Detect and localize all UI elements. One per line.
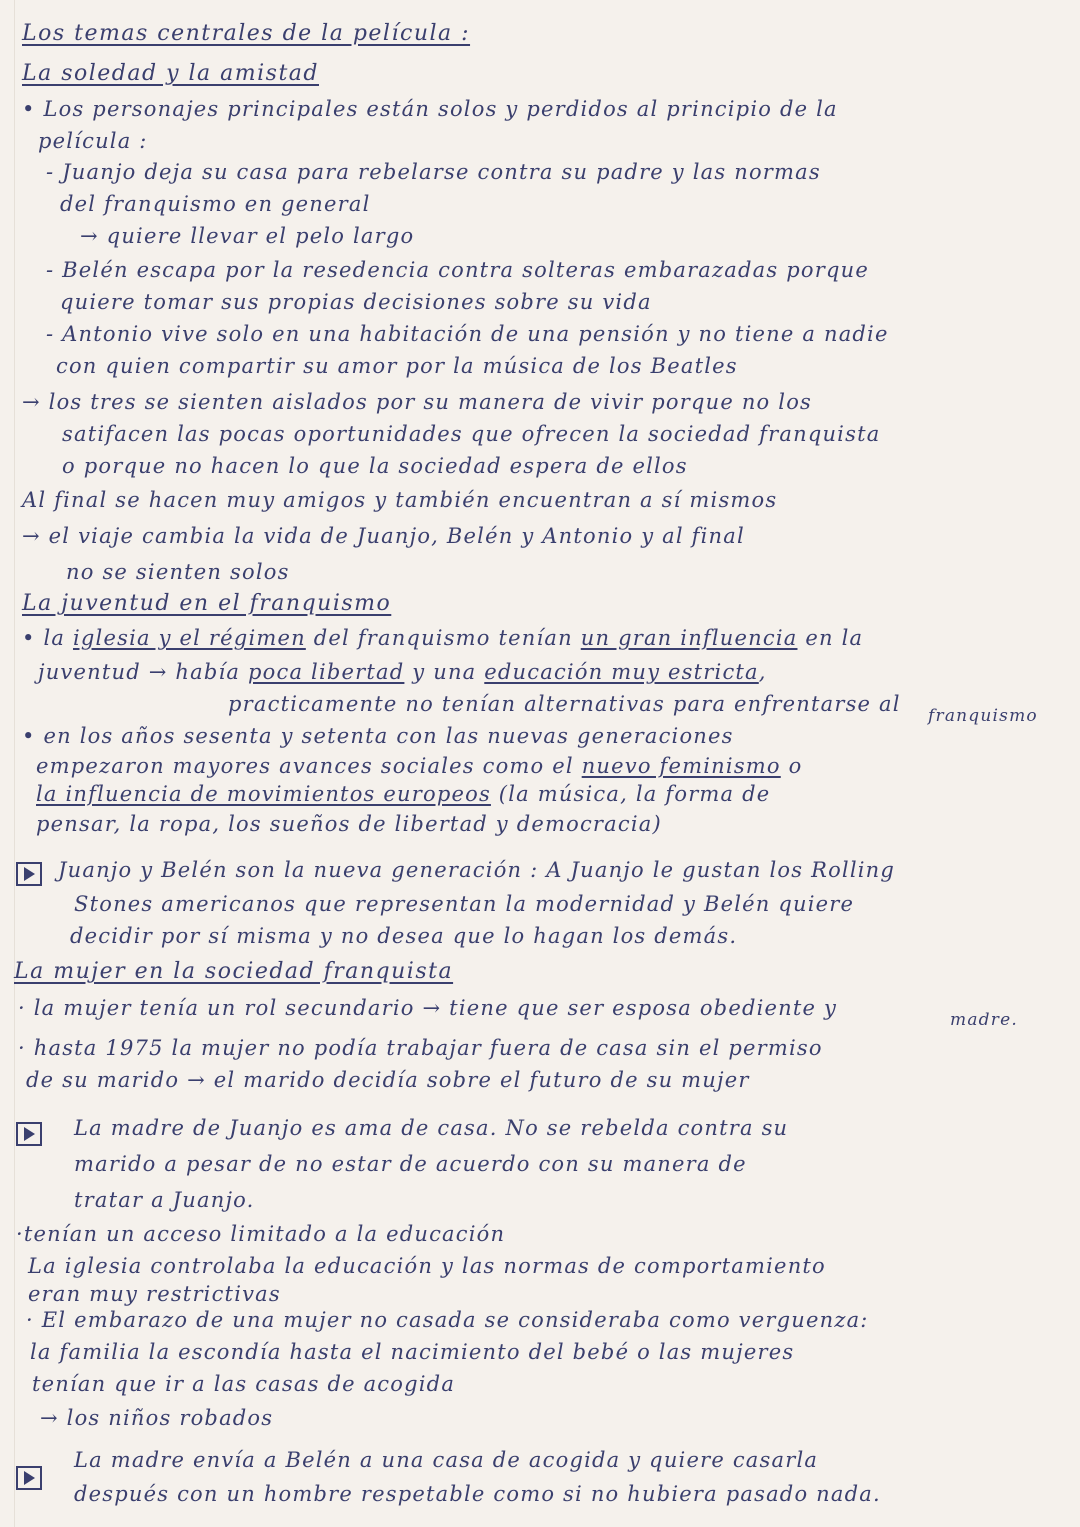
text-line: - Belén escapa por la resedencia contra solteras embarazadas porque (46, 258, 869, 282)
underlined-text: la influencia de movimientos europeos (36, 782, 491, 806)
text-line: tratar a Juanjo. (74, 1188, 255, 1212)
underlined-text: nuevo feminismo (581, 754, 781, 778)
text-fragment: empezaron mayores avances sociales como el (36, 754, 582, 778)
play-box-icon (16, 1122, 42, 1146)
text-line: • Los personajes principales están solos y perdidos al principio de la (22, 97, 838, 121)
text-line: pensar, la ropa, los sueños de libertad y democracia) (36, 812, 662, 836)
play-box-icon (16, 862, 42, 886)
text-fragment: , (758, 660, 767, 684)
underlined-text: iglesia y el régimen (72, 626, 306, 650)
text-line: · El embarazo de una mujer no casada se consideraba como verguenza: (26, 1308, 869, 1332)
text-line: película : (38, 129, 148, 153)
text-line: practicamente no tenían alternativas para enfrentarse al (228, 692, 901, 716)
text-line: eran muy restrictivas (28, 1282, 281, 1306)
text-line: no se sienten solos (66, 560, 290, 584)
text-line: o porque no hacen lo que la sociedad espera de ellos (62, 454, 688, 478)
text-line: La madre de Juanjo es ama de casa. No se rebelda contra su (74, 1116, 789, 1140)
text-line: - Antonio vive solo en una habitación de una pensión y no tiene a nadie (46, 322, 889, 346)
section-heading-soledad: La soledad y la amistad (22, 61, 319, 86)
text-line (36, 752, 802, 780)
text-line: · la mujer tenía un rol secundario → tiene que ser esposa obediente y (18, 996, 838, 1020)
text-fragment: del franquismo tenían (305, 626, 581, 650)
text-line: con quien compartir su amor por la música de los Beatles (56, 354, 738, 378)
text-line: satifacen las pocas oportunidades que ofrecen la sociedad franquista (62, 422, 881, 446)
text-line: · hasta 1975 la mujer no podía trabajar fuera de casa sin el permiso (18, 1036, 823, 1060)
text-line: - Juanjo deja su casa para rebelarse contra su padre y las normas (46, 160, 821, 184)
text-line: → quiere llevar el pelo largo (80, 224, 415, 248)
text-line: del franquismo en general (60, 192, 371, 216)
text-line: de su marido → el marido decidía sobre el futuro de su mujer (26, 1068, 750, 1092)
text-line: → el viaje cambia la vida de Juanjo, Belén y Antonio y al final (22, 524, 745, 548)
margin-line (14, 0, 15, 1527)
text-line: decidir por sí misma y no desea que lo hagan los demás. (70, 924, 738, 948)
text-line: tenían que ir a las casas de acogida (32, 1372, 456, 1396)
text-line: la familia la escondía hasta el nacimiento del bebé o las mujeres (30, 1340, 795, 1364)
text-line (38, 658, 767, 686)
section-heading-juventud: La juventud en el franquismo (22, 591, 392, 616)
text-line: franquismo (928, 706, 1038, 726)
text-line: ·tenían un acceso limitado a la educación (16, 1222, 506, 1246)
play-box-icon (16, 1466, 42, 1490)
text-line: Stones americanos que representan la modernidad y Belén quiere (74, 892, 855, 916)
text-line: después con un hombre respetable como si no hubiera pasado nada. (74, 1482, 881, 1506)
text-fragment: • la (22, 626, 73, 650)
text-line: Al final se hacen muy amigos y también encuentran a sí mismos (22, 488, 778, 512)
section-heading-mujer: La mujer en la sociedad franquista (14, 959, 454, 984)
text-line: → los niños robados (40, 1406, 274, 1430)
text-fragment: y una (404, 660, 485, 684)
text-line: • en los años sesenta y setenta con las nuevas generaciones (22, 724, 734, 748)
text-line: La madre envía a Belén a una casa de acogida y quiere casarla (74, 1448, 819, 1472)
text-fragment: en la (797, 626, 864, 650)
text-line: La iglesia controlaba la educación y las normas de comportamiento (28, 1254, 826, 1278)
text-line: marido a pesar de no estar de acuerdo con su manera de (74, 1152, 747, 1176)
text-line: → los tres se sienten aislados por su manera de vivir porque no los (22, 390, 813, 414)
text-fragment: (la música, la forma de (490, 782, 771, 806)
page-title: Los temas centrales de la película : (22, 21, 471, 46)
underlined-text: un gran influencia (580, 626, 798, 650)
text-line (36, 780, 770, 808)
text-fragment: o (780, 754, 803, 778)
text-line: madre. (950, 1010, 1018, 1030)
text-fragment: juventud → había (38, 660, 249, 684)
text-line: Juanjo y Belén son la nueva generación : A Juanjo le gustan los Rolling (58, 858, 896, 882)
text-line: quiere tomar sus propias decisiones sobre su vida (60, 290, 652, 314)
underlined-text: poca libertad (248, 660, 405, 684)
text-line (22, 624, 863, 652)
underlined-text: educación muy estricta (484, 660, 759, 684)
